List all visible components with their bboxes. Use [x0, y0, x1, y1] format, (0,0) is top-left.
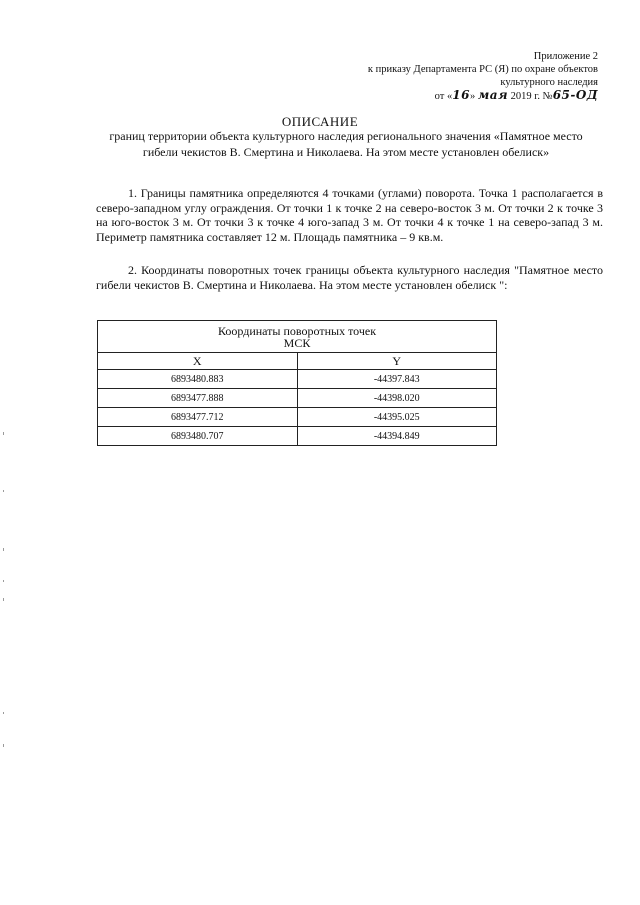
date-year: 2019 г. № [510, 91, 553, 102]
scan-margin-mark [3, 490, 4, 492]
scan-margin-mark [3, 432, 4, 435]
cell-x: 6893477.888 [98, 389, 298, 408]
coordinates-table [97, 320, 497, 446]
table-title-line1: Координаты поворотных точек [217, 324, 377, 338]
date-mid: » [469, 91, 476, 102]
scan-margin-mark [3, 744, 4, 747]
appendix-header [298, 50, 598, 103]
scan-margin-mark [3, 712, 4, 714]
cell-y: -44394.849 [297, 427, 497, 446]
cell-x: 6893480.707 [98, 427, 298, 446]
document-subtitle: границ территории объекта культурного наследия регионального значения «Памятное место гибели чекистов В. Смертина и Николаева. На этом месте установлен обелиск» [109, 129, 583, 159]
table-row [98, 408, 497, 427]
cell-y: -44398.020 [297, 389, 497, 408]
handwritten-month: мая [477, 88, 509, 102]
column-header-y: Y [297, 353, 497, 370]
appendix-order-reference: к приказу Департамента РС (Я) по охране объектов [367, 64, 598, 75]
table-column-header-row [98, 353, 497, 370]
table-title-line2: МСК [283, 336, 311, 350]
document-title: ОПИСАНИЕ [281, 114, 359, 129]
cell-x: 6893480.883 [98, 370, 298, 389]
cell-x: 6893477.712 [98, 408, 298, 427]
appendix-number: Приложение 2 [533, 51, 598, 62]
paragraph-coordinates-intro: 2. Координаты поворотных точек границы объекта культурного наследия "Памятное место гибели чекистов В. Смертина и Николаева. На этом месте установлен обелиск ": [96, 263, 603, 292]
paragraph-boundaries: 1. Границы памятника определяются 4 точками (углами) поворота. Точка 1 располагается в северо-западном углу ограждения. От точки 1 к точке 2 на северо-восток 3 м. От точки 2 к точке 3 на юго-восток 3 м. От точки 3 к точке 4 юго-запад 3 м. От точки 4 к точке 1 на северо-запад 3 м. Периметр памятника составляет 12 м. Площадь памятника – 9 кв.м. [96, 186, 603, 244]
table-title [98, 321, 497, 353]
cell-y: -44395.025 [297, 408, 497, 427]
table-row [98, 370, 497, 389]
appendix-date-line [298, 89, 598, 103]
appendix-order-reference-cont: культурного наследия [500, 77, 598, 88]
handwritten-order-number: 65-ОД [552, 88, 598, 102]
column-header-x: X [98, 353, 298, 370]
scan-margin-mark [3, 548, 4, 551]
scan-margin-mark [3, 598, 4, 601]
date-prefix: от « [434, 91, 453, 102]
handwritten-day: 16 [452, 88, 470, 102]
table-row [98, 389, 497, 408]
table-header-row [98, 321, 497, 353]
cell-y: -44397.843 [297, 370, 497, 389]
table-row [98, 427, 497, 446]
scan-margin-mark [3, 580, 4, 582]
